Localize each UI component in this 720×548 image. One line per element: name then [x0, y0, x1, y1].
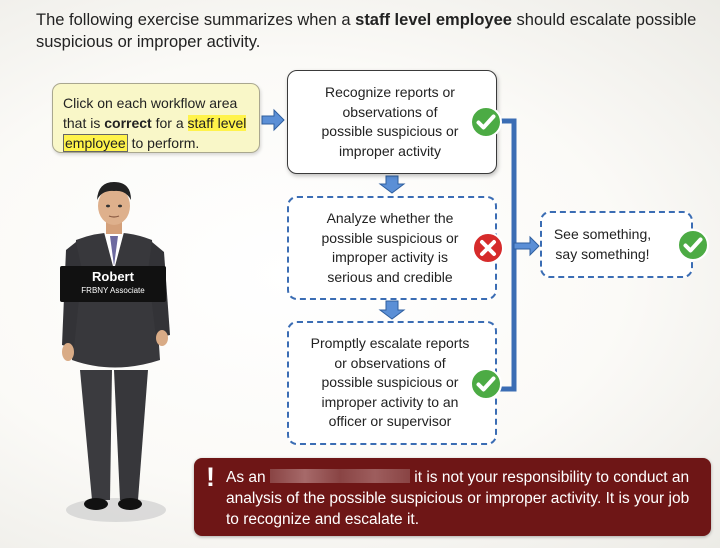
intro-part: should escalate possible suspicious or improper activity. — [36, 11, 697, 51]
outcome-label: See something, say something! — [553, 226, 652, 262]
step1-to-step2-arrow — [380, 176, 404, 193]
intro-text — [36, 9, 706, 53]
instruction-text: to perform. — [127, 135, 200, 151]
step2-to-step3-arrow — [380, 301, 404, 319]
check-icon — [677, 229, 709, 261]
check-icon — [470, 368, 502, 400]
employee-name: Robert — [92, 269, 134, 284]
step-label: Promptly escalate reports or observations of possible suspicious or improper activity to an officer or supervisor — [310, 335, 470, 430]
employee-role: FRBNY Associate — [81, 286, 145, 295]
exclamation-icon: ! — [206, 462, 215, 492]
alert-text: it is not your responsibility to conduct an analysis of the possible suspicious or improper activity. It is your job to recognize and escalate it. — [226, 469, 690, 528]
alert-callout — [194, 458, 711, 536]
instruction-arrow — [262, 110, 284, 130]
highlight-staff-level: staff level — [187, 115, 247, 131]
employee-nametag — [60, 266, 166, 302]
cross-icon — [472, 232, 504, 264]
check-icon — [470, 106, 502, 138]
instruction-note — [52, 83, 260, 153]
instruction-correct: correct — [104, 115, 152, 131]
intro-bold: staff level employee — [355, 11, 512, 29]
redacted-text — [270, 469, 410, 483]
workflow-outcome-say-something[interactable] — [540, 211, 693, 278]
workflow-step-recognize[interactable] — [287, 70, 497, 174]
instruction-text: Click on each workflow area that is — [63, 95, 238, 131]
alert-prefix: As an — [226, 469, 266, 486]
intro-part: The following exercise summarizes when a — [36, 11, 356, 29]
employee-avatar — [48, 170, 188, 530]
outcome-arrow — [514, 237, 539, 255]
step-label: Recognize reports or observations of possible suspicious or improper activity — [321, 84, 459, 159]
workflow-step-analyze[interactable] — [287, 196, 497, 300]
workflow-step-escalate[interactable] — [287, 321, 497, 445]
instruction-text: for a — [151, 115, 188, 131]
highlight-employee: employee — [65, 135, 126, 151]
step-label: Analyze whether the possible suspicious or improper activity is serious and credible — [321, 210, 459, 285]
